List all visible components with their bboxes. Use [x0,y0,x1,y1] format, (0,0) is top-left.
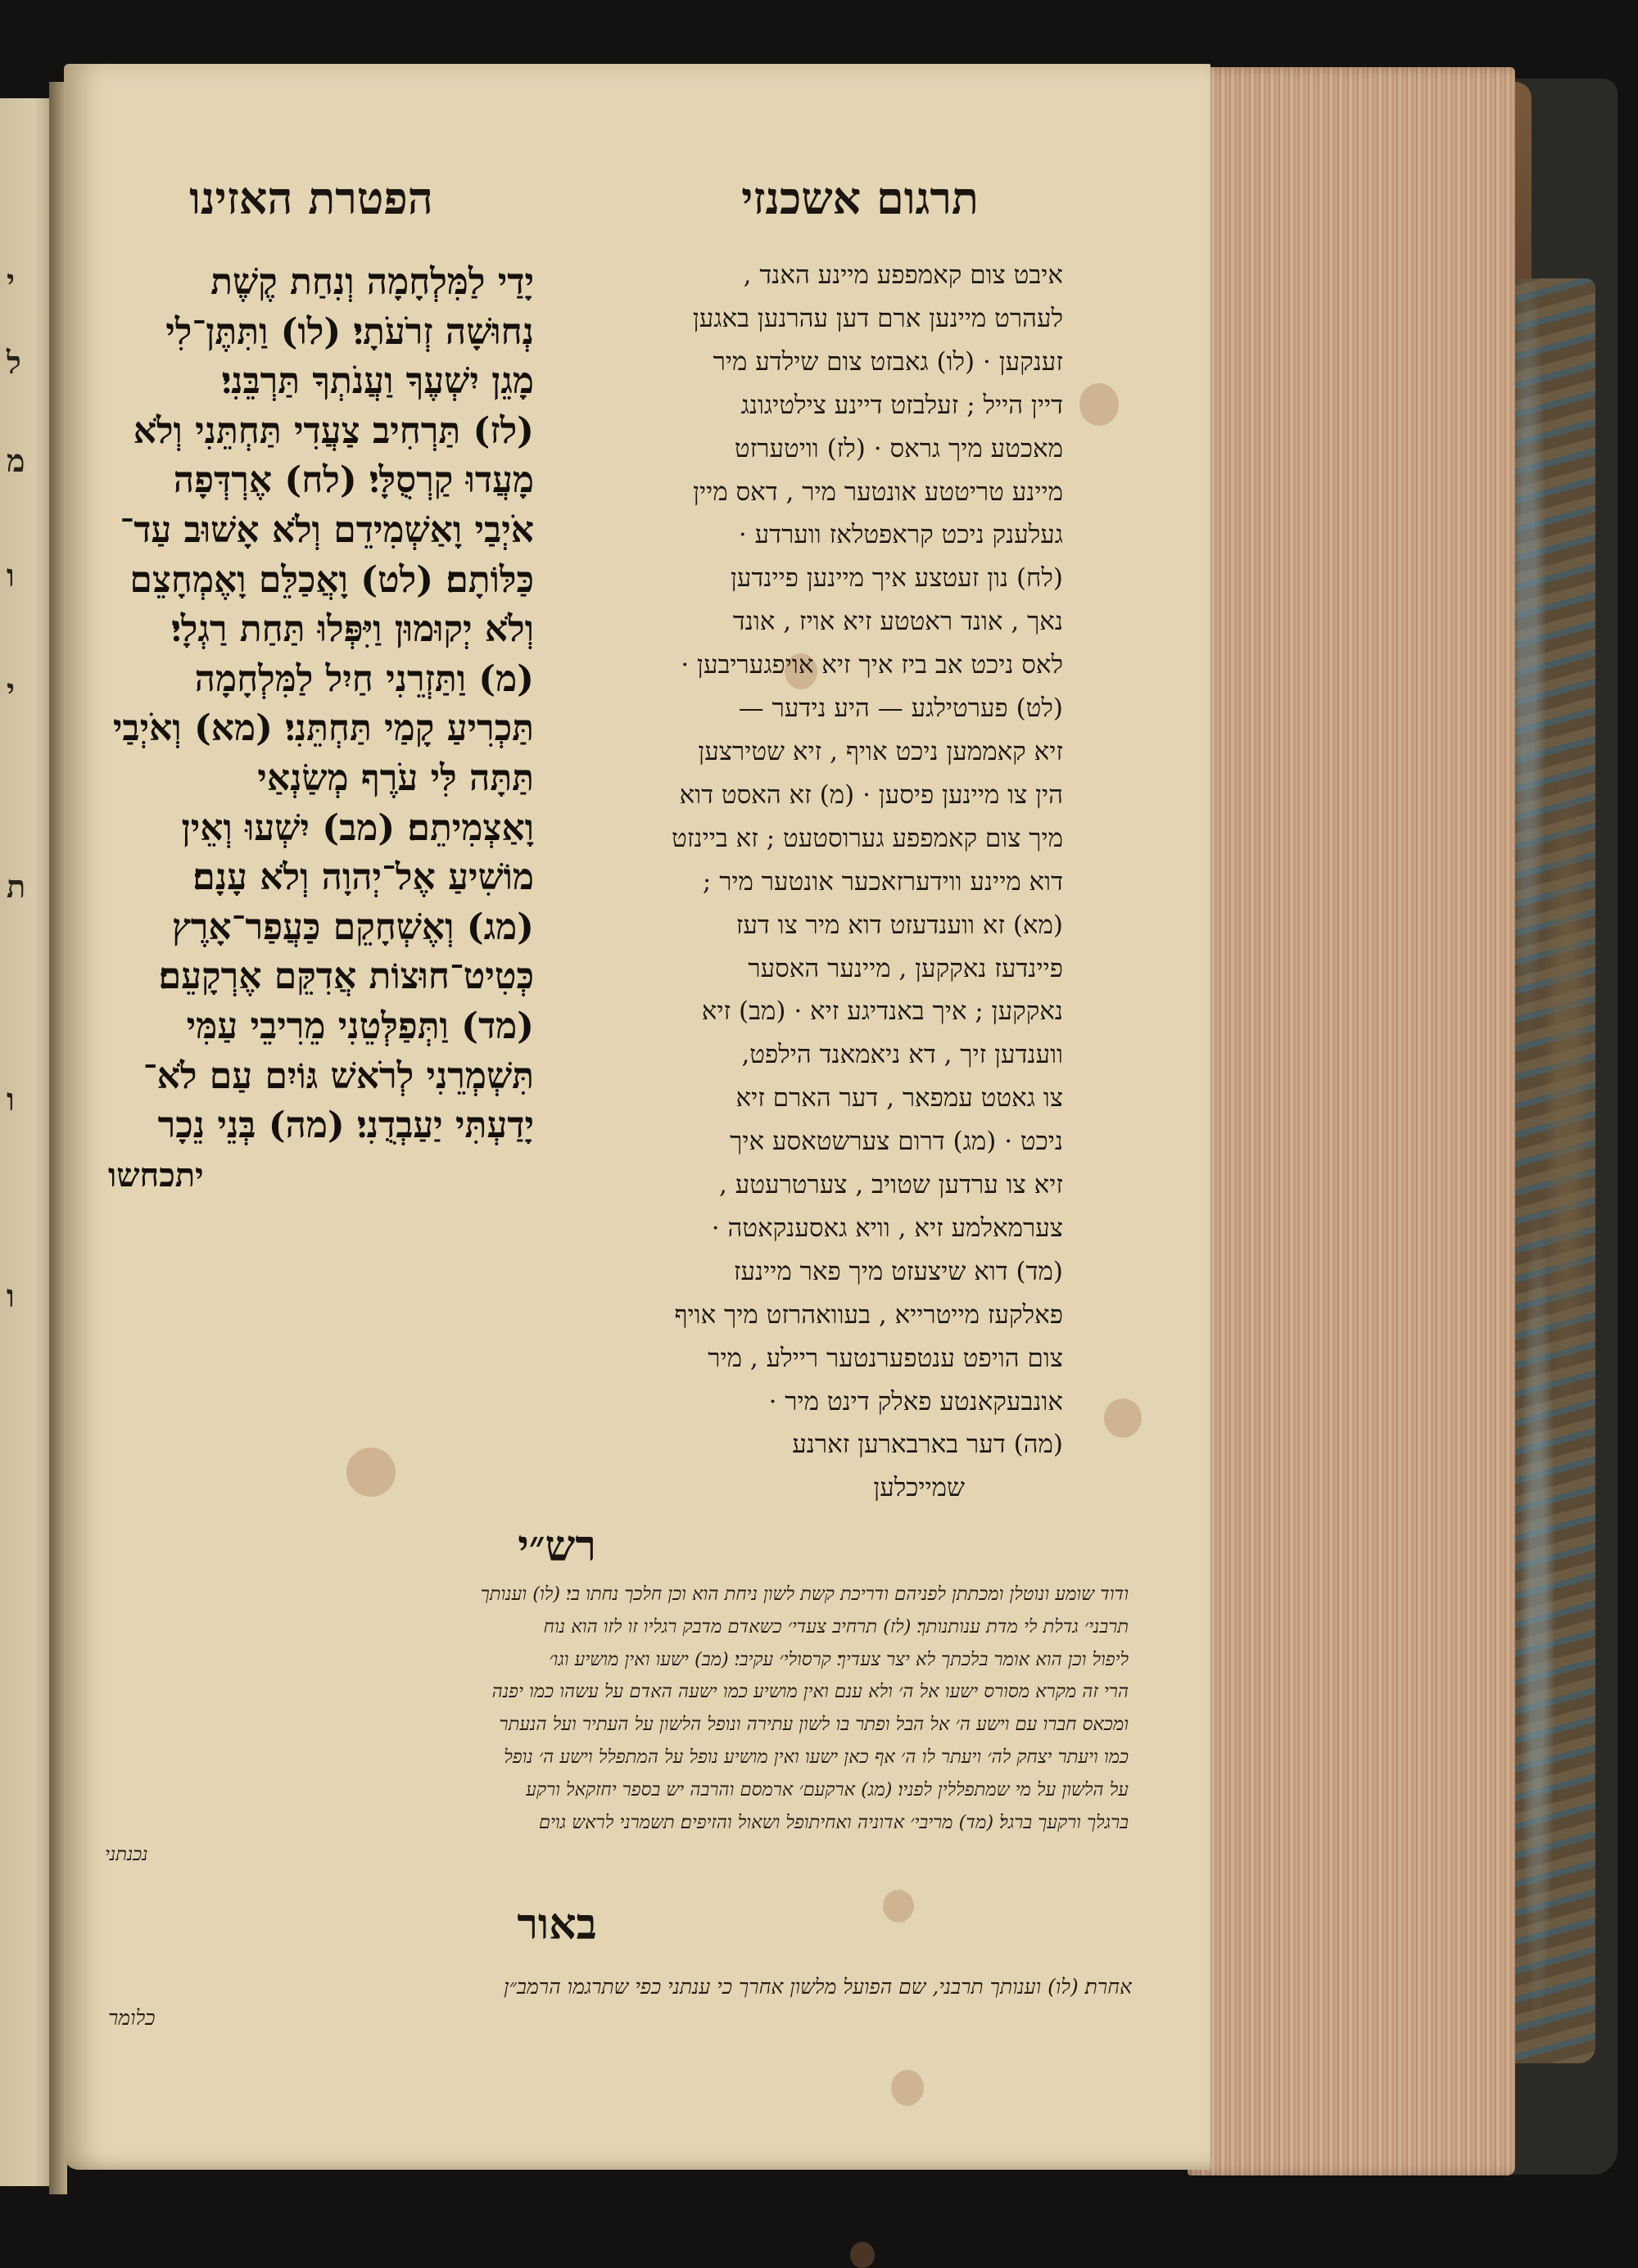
translation-line: (לט) פערטילגע — היע נידער — [738,694,1063,724]
hebrew-line: תִּשְׁמְרֵנִי לְרֹאשׁ גּוֹיִם עַם לֹא־ [143,1055,534,1097]
translation-line: מיך צום קאמפפע גערוסטעט ; זא ביינזט [672,823,1063,853]
previous-page-glyph: ו [7,1277,15,1314]
foxing-stain [1104,1398,1142,1438]
translation-line: געלענק ניכט קראפטלאז ווערדע · [738,520,1063,550]
translation-line: (מה) דער בארבארען זארנע [792,1430,1063,1460]
translation-line: מאכטע מיך גראס · (לז) וויטערזט [734,433,1063,463]
hebrew-line: כְּטִיט־חוּצוֹת אֲדִקֵּם אֶרְקָעֵם׃ [158,956,534,998]
translation-line: (מא) זא ווענדעזט דוא מיר צו דעז [735,910,1063,940]
hebrew-line: נְחוּשָׁה זְרֹעֹתָי׃ (לו) וַתִּתֶּן־לִי [165,310,534,353]
hebrew-line: תַּתָּה לִּי עֹרֶף מְשַׂנְאַי [257,757,534,799]
translation-line: נאקקען ; איך באנדיגע זיא · (מב) זיא [701,996,1063,1027]
rashi-line: תרבני׳ גדלת לי מדת ענותנותך׃ (לז) תרחיב צעדי׳ כשאדם מדבק רגליו זו לזו הוא נוח [543,1615,1129,1638]
foxing-stain [850,2242,875,2268]
previous-page-glyph: מ [7,442,25,479]
translation-line: איבט צום קאמפפע מיינע האנד , [743,260,1063,290]
translation-line: צו גאטט עמפאר , דער הארם זיא [735,1083,1063,1114]
hebrew-line: (לז) תַּרְחִיב צַעֲדִי תַּחְתֵּנִי וְלֹא [133,409,534,452]
previous-page-glyph: י [7,262,15,299]
hebrew-line: תַּכְרִיעַ קָמַי תַּחְתֵּנִי׃ (מא) וְאֹיְבַי [112,707,534,750]
translation-line: פאלקעז מייטרייא , בעוואהרזט מיך אויף [674,1299,1063,1330]
translation-line: שמייכלען [873,1473,965,1503]
hebrew-line: יָדַי לַמִּלְחָמָה וְנִחַת קֶשֶׁת [210,261,534,303]
translation-line: (מד) דוא שיצעזט מיך פאר מיינעז [733,1256,1063,1286]
translation-line: (לח) נון זעטצע איך מיינען פיינדען [731,563,1063,594]
previous-page-glyph: י [7,671,15,708]
rashi-line: ודוד שומע ונוטלן ומכתתן לפניהם ודריכת קשת לשון ניחת הוא וכן חלכך נחתו בי׃ (לו) וענותך [480,1584,1129,1605]
translation-line: זיא קאממען ניכט אויף , זיא שטירצען [698,736,1063,766]
foxing-stain [883,1890,914,1922]
translation-line: ווענדען זיך , דא ניאמאנד הילפט, [741,1040,1063,1070]
foxing-stain [1079,383,1119,426]
hebrew-line: מוֹשִׁיעַ אֶל־יְהוָה וְלֹא עָנָם׃ [192,856,534,899]
hebrew-line: אֹיְבַי וָאַשְׁמִידֵם וְלֹא אָשׁוּב עַד־ [120,508,534,551]
translation-line: צערמאלמע זיא , וויא גאסענקאטה · [711,1213,1063,1243]
hebrew-line: מָעֲדוּ קַרְסֻלָּי׃ (לח) אֶרְדְּפָה [173,459,534,502]
translation-line: ניכט · (מג) דרום צערשטאסע איך [730,1127,1063,1157]
hebrew-line: וָאַצְמִיתֵם׃ (מב) יִשְׁעוּ וְאֵין [181,806,534,849]
rashi-commentary [72,1579,1129,1872]
beur-heading: באור [517,1900,597,1949]
translation-line: לעהרט מיינען ארם דען עהרנען באגען [692,303,1063,333]
beur-catchword: כלומר [108,2006,156,2030]
hebrew-line: (מד) וַתְּפַלְּטֵנִי מֵרִיבֵי עַמִּי [186,1005,534,1047]
previous-page-glyph: ת [7,868,26,905]
haftarah-header: הפטרת האזינו [189,172,433,224]
rashi-line: כמו ויעתר יצחק לה׳ ויעתר לו ה׳ אף כאן ישעו ואין מושיע נופל על המתפלל וישע ה׳ נופל [504,1746,1129,1768]
beur-line: אחרת׃ (לו) וענותך תרבני, שם הפועל מלשון אחרך כי ענתני כפי שתרגמו הרמב״ן [504,1975,1132,1999]
rashi-line: ומכאס חברו עם וישע ה׳ אל הבל ופתר בו לשון עתירה ונופל הלשון על העתיר ועל הנעתר [499,1714,1129,1736]
foxing-stain [346,1448,396,1497]
translation-line: הין צו מיינען פיסען · (מ) זא האסט דוא [679,779,1063,810]
translation-header: תרגום אשכנזי [741,172,979,224]
rashi-line: ברגלך ורקעך ברגל׃ (מד) מריבי׳ אדוניה ואחיתופל ושאול והזיפים׃ תשמרני לראש גוים [538,1811,1129,1833]
beur-commentary [75,1972,1132,2034]
page-edges [1188,67,1515,2175]
translation-line: לאס ניכט אב ביז איך זיא אויפגעריבען · [681,650,1063,680]
foxing-stain [891,2070,924,2106]
german-translation-column [547,254,1063,1510]
translation-line: זיא צו ערדען שטויב , צערטרעטע , [719,1170,1063,1200]
rashi-catchword: נכנתני [105,1844,148,1866]
hebrew-line: יָדַעְתִּי יַעַבְדֻנִי׃ (מה) בְּנֵי נֵכָר [157,1105,534,1147]
translation-line: צום הויפט ענטפערנטער ריילע , מיר [708,1343,1063,1373]
previous-page-glyph: ו [7,557,15,594]
previous-page-glyph: ו [7,1081,15,1118]
translation-line: זענקען · (לו) גאבזט צום שילדע מיר [713,346,1063,377]
translation-line: מיינע טריטטע אונטער מיר , דאס מיין [693,477,1063,507]
translation-line: דיין הייל ; זעלבזט דיינע צילטיגונג [740,390,1063,420]
hebrew-line: וְלֹא יְקוּמוּן וַיִּפְּלוּ תַּחַת רַגְלָי׃ [171,608,534,651]
catchword: יתכחשו [108,1155,204,1195]
rashi-line: ליפול וכן הוא אומר בלכתך לא יצר צעדיך׃ קרסולי׳ עקיבי׃ (מב) ישעו ואין מושיע וגו׳ [549,1648,1129,1670]
hebrew-line: (מ) וַתַּזְרֵנִי חַיִל לַמִּלְחָמָה [194,657,534,700]
previous-page-glyph: ל [7,344,21,381]
translation-line: נאך , אונד ראטטע זיא אויז , אונד [732,607,1063,637]
translation-line: דוא מיינע ווידערזאכער אונטער מיר ; [702,866,1063,897]
translation-line: פיינדעז נאקקען , מיינער האסער [748,953,1063,983]
hebrew-line: כַּלּוֹתָם׃ (לט) וָאֲכַלֵּם וָאֶמְחָצֵם [129,558,534,601]
hebrew-line: מָגֵן יִשְׁעֶךָ וַעֲנֹתְךָ תַּרְבֵּנִי׃ [221,360,534,403]
rashi-line: הרי זה מקרא מסורס ישעו אל ה׳ ולא ענם ואין מושיע כמו ישעה האדם על עשהו כמו יפנה [491,1681,1129,1703]
rashi-line: על הלשון על מי שמתפללין לפניו׃ (מג) ארקעם׳ ארמסם והרבה יש בספר יחזקאל ורקע [526,1778,1129,1800]
hebrew-line: (מג) וְאֶשְׁחָקֵם כַּעֲפַר־אָרֶץ [171,906,534,948]
translation-line: אונבעקאנטע פאלק דינט מיר · [768,1386,1063,1416]
rashi-heading: רש״י [518,1521,596,1571]
hebrew-verse-column [75,258,534,1200]
